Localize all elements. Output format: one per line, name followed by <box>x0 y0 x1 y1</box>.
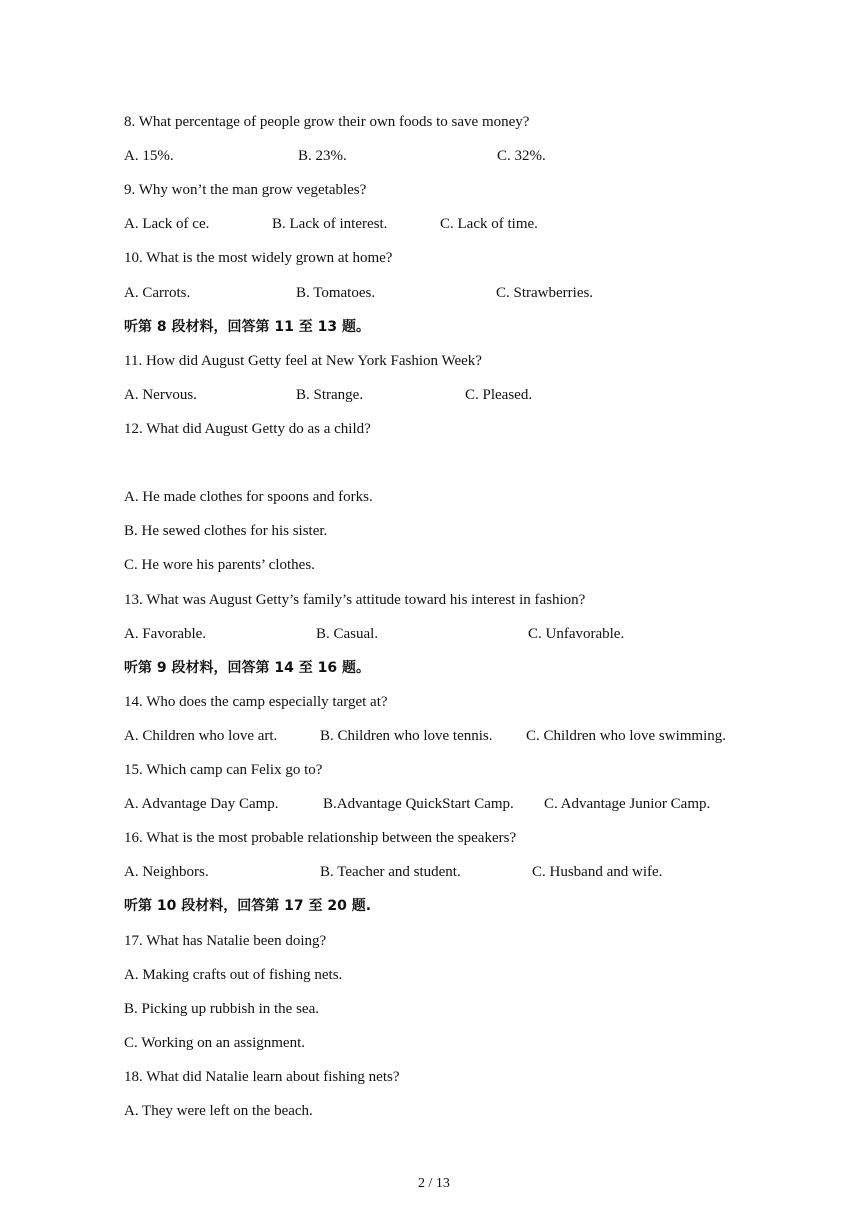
question-12: 12. What did August Getty do as a child? <box>124 421 371 437</box>
option-13b: B. Casual. <box>316 626 379 642</box>
option-8b: B. 23%. <box>298 148 347 164</box>
option-16c: C. Husband and wife. <box>532 864 663 880</box>
option-11a: A. Nervous. <box>124 387 197 403</box>
option-17a: A. Making crafts out of fishing nets. <box>124 967 343 983</box>
option-10c: C. Strawberries. <box>496 285 594 301</box>
question-16: 16. What is the most probable relationship between the speakers? <box>124 830 517 846</box>
option-9a: A. Lack of ce. <box>124 216 210 232</box>
option-10b: B. Tomatoes. <box>296 285 376 301</box>
question-14: 14. Who does the camp especially target at? <box>124 694 388 710</box>
option-18a: A. They were left on the beach. <box>124 1103 313 1119</box>
page-number: 2 / 13 <box>418 1176 450 1191</box>
question-17: 17. What has Natalie been doing? <box>124 933 327 949</box>
option-14a: A. Children who love art. <box>124 728 278 744</box>
option-16b: B. Teacher and student. <box>320 864 461 880</box>
option-11b: B. Strange. <box>296 387 364 403</box>
option-12b: B. He sewed clothes for his sister. <box>124 523 328 539</box>
option-13c: C. Unfavorable. <box>528 626 625 642</box>
question-10: 10. What is the most widely grown at home? <box>124 250 393 266</box>
option-15c: C. Advantage Junior Camp. <box>544 796 711 812</box>
question-18: 18. What did Natalie learn about fishing nets? <box>124 1069 400 1085</box>
option-8a: A. 15%. <box>124 148 174 164</box>
section-heading-10: 听第 10 段材料，回答第 17 至 20 题. <box>124 898 372 914</box>
option-15a: A. Advantage Day Camp. <box>124 796 279 812</box>
option-16a: A. Neighbors. <box>124 864 209 880</box>
option-8c: C. 32%. <box>497 148 546 164</box>
option-14c: C. Children who love swimming. <box>526 728 726 744</box>
option-15b: B.Advantage QuickStart Camp. <box>323 796 514 812</box>
option-12a: A. He made clothes for spoons and forks. <box>124 489 373 505</box>
option-12c: C. He wore his parents’ clothes. <box>124 557 315 573</box>
option-10a: A. Carrots. <box>124 285 191 301</box>
question-11: 11. How did August Getty feel at New York Fashion Week? <box>124 353 482 369</box>
option-11c: C. Pleased. <box>465 387 533 403</box>
option-9b: B. Lack of interest. <box>272 216 388 232</box>
option-17c: C. Working on an assignment. <box>124 1035 306 1051</box>
section-heading-8: 听第 8 段材料，回答第 11 至 13 题。 <box>124 319 370 335</box>
option-14b: B. Children who love tennis. <box>320 728 493 744</box>
question-13: 13. What was August Getty’s family’s attitude toward his interest in fashion? <box>124 592 586 608</box>
option-17b: B. Picking up rubbish in the sea. <box>124 1001 319 1017</box>
option-13a: A. Favorable. <box>124 626 207 642</box>
option-9c: C. Lack of time. <box>440 216 538 232</box>
question-9: 9. Why won’t the man grow vegetables? <box>124 182 367 198</box>
question-8: 8. What percentage of people grow their own foods to save money? <box>124 114 530 130</box>
question-15: 15. Which camp can Felix go to? <box>124 762 323 778</box>
section-heading-9: 听第 9 段材料，回答第 14 至 16 题。 <box>124 660 370 676</box>
